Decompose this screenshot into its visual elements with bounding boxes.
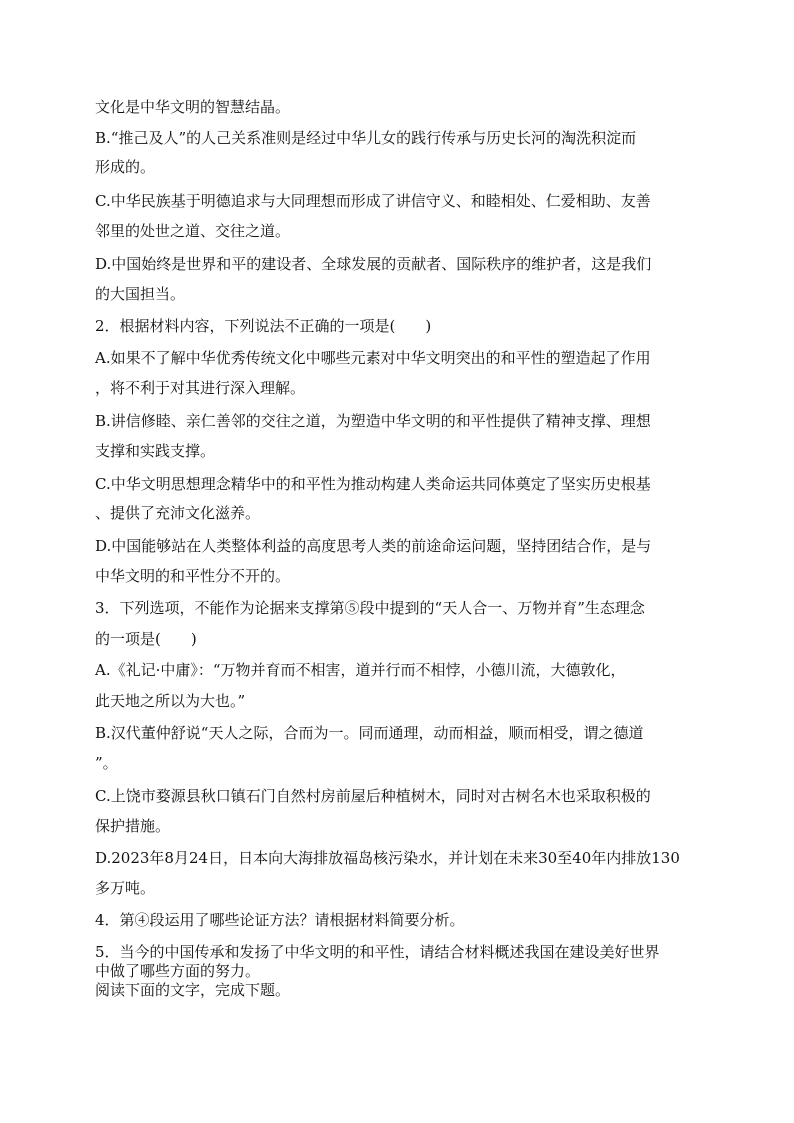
text-line: 中华文明的和平性分不开的。: [95, 567, 291, 585]
question-4: 4．第④段运用了哪些论证方法？请根据材料简要分析。: [95, 911, 465, 929]
text-line: 、提供了充沛文化滋养。: [95, 504, 261, 522]
question-5: 5．当今的中国传承和发扬了中华文明的和平性，请结合材料概述我国在建设美好世界: [95, 943, 660, 961]
question-3: 3．下列选项，不能作为论据来支撑第⑤段中提到的“天人合一、万物并育”生态理念: [95, 599, 645, 617]
text-line: 保护措施。: [95, 817, 171, 835]
text-line: D.中国能够站在人类整体利益的高度思考人类的前途命运问题，坚持团结合作，是与: [95, 537, 652, 555]
text-line: A.如果不了解中华优秀传统文化中哪些元素对中华文明突出的和平性的塑造起了作用: [95, 349, 651, 367]
text-line: C.中华民族基于明德追求与大同理想而形成了讲信守义、和睦相处、仁爱相助、友善: [95, 192, 651, 210]
text-line: A.《礼记·中庸》：“万物并育而不相害，道并行而不相悖，小德川流，大德敦化，: [95, 661, 626, 679]
text-line: 文化是中华文明的智慧结晶。: [95, 98, 291, 116]
text-line: B.汉代董仲舒说“天人之际，合而为一。同而通理，动而相益，顺而相受，谓之德道: [95, 724, 644, 742]
text-line: 此天地之所以为大也。”: [95, 692, 246, 710]
text-line: ”。: [95, 754, 118, 772]
text-line: ，将不利于对其进行深入理解。: [95, 379, 306, 397]
text-line: C.中华文明思想理念精华中的和平性为推动构建人类命运共同体奠定了坚实历史根基: [95, 475, 651, 493]
text-line: 邻里的处世之道、交往之道。: [95, 222, 291, 240]
text-line: B.讲信修睦、亲仁善邻的交往之道，为塑造中华文明的和平性提供了精神支撑、理想: [95, 412, 651, 430]
text-line: D.中国始终是世界和平的建设者、全球发展的贡献者、国际秩序的维护者，这是我们: [95, 255, 652, 273]
text-line: 中做了哪些方面的努力。: [95, 962, 261, 980]
text-line: B.“推己及人”的人己关系准则是经过中华儿女的践行传承与历史长河的淘洗积淀而: [95, 129, 637, 147]
question-2: 2．根据材料内容，下列说法不正确的一项是( ): [95, 317, 432, 335]
text-line: 形成的。: [95, 158, 156, 176]
text-line: 的大国担当。: [95, 285, 186, 303]
text-line: 支撑和实践支撑。: [95, 442, 216, 460]
text-line: 的一项是( ): [95, 630, 197, 648]
text-line: D.2023年8月24日，日本向大海排放福岛核污染水，并计划在未来30至40年内排放130: [95, 849, 680, 867]
text-line: 多万吨。: [95, 879, 156, 897]
text-line: C.上饶市婺源县秋口镇石门自然村房前屋后种植树木，同时对古树名木也采取积极的: [95, 787, 651, 805]
reading-instruction: 阅读下面的文字，完成下题。: [95, 981, 291, 999]
